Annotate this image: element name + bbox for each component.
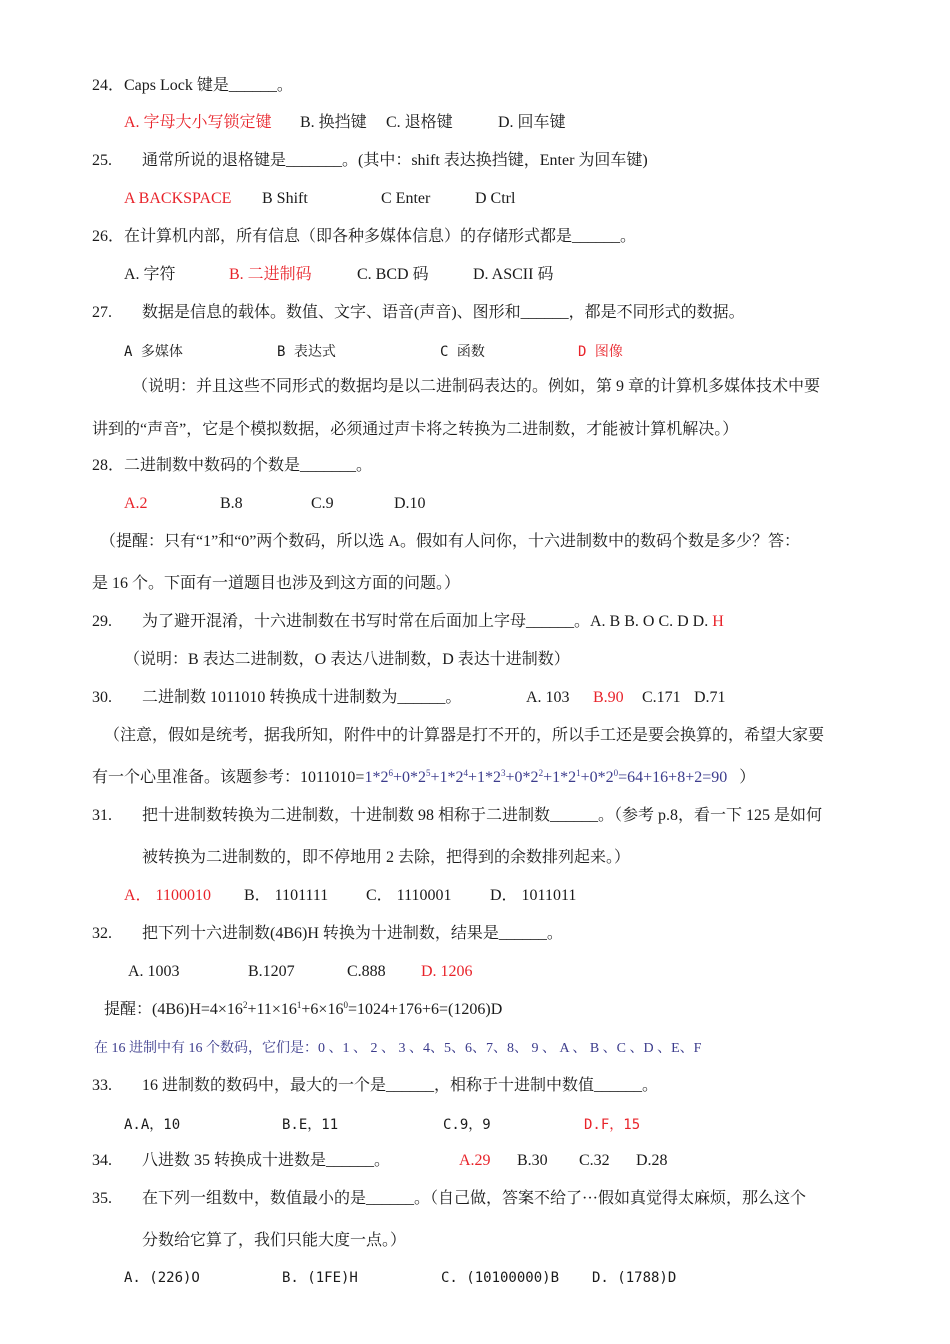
q34-option-b: B.30 [517, 1152, 548, 1169]
q27-number: 27. [92, 304, 112, 321]
q33-number: 33. [92, 1077, 112, 1094]
calc-exp: 3 [501, 768, 506, 778]
hint-exp: 0 [343, 1000, 348, 1010]
q26-stem: 26．在计算机内部，所有信息（即各种多媒体信息）的存储形式都是______。 [92, 228, 637, 245]
q30-number: 30. [92, 689, 112, 706]
q26-option-d: D. ASCII 码 [473, 266, 554, 283]
q35-option-a: A. (226)O [124, 1270, 200, 1286]
q33-option-c: C.9，9 [443, 1117, 491, 1133]
calc-term: 1*2 [364, 769, 389, 786]
q28-option-a: A.2 [124, 495, 148, 512]
calc-term: +0*2 [392, 769, 426, 786]
q35-stem-line2: 分数给它算了，我们只能大度一点。） [142, 1232, 407, 1249]
q24-option-b: B. 换挡键 [300, 114, 367, 131]
q29-number: 29. [92, 613, 112, 630]
q26-option-b: B. 二进制码 [229, 266, 312, 283]
hint-term: 提醒：(4B6)H=4×16 [104, 1001, 243, 1018]
q25-stem: 通常所说的退格键是_______。(其中：shift 表达换挡键，Enter 为回车键) [142, 152, 648, 169]
q28-note-line2: 是 16 个。下面有一道题目也涉及到这方面的问题。） [92, 575, 461, 592]
q24-option-c: C. 退格键 [386, 114, 453, 131]
calc-result: =64+16+8+2=90 [618, 769, 728, 786]
q30-calculation [364, 769, 727, 786]
hint-exp: 2 [242, 1000, 248, 1010]
q30-stem: 二进制数 1011010 转换成十进制数为______。 [142, 689, 462, 706]
q31-number: 31. [92, 807, 112, 824]
q34-option-a: A.29 [459, 1152, 491, 1169]
q30-option-d: D.71 [694, 689, 726, 706]
calc-exp: 5 [425, 768, 431, 778]
q27-note-line1: （说明：并且这些不同形式的数据均是以二进制码表达的。例如，第 9 章的计算机多媒体技术中要 [132, 378, 821, 395]
q30-note-end: ） [739, 769, 756, 786]
q32-stem: 把下列十六进制数(4B6)H 转换为十进制数，结果是______。 [142, 925, 563, 942]
calc-term: +1*2 [430, 769, 464, 786]
q30-option-a: A. 103 [526, 689, 570, 706]
q32-option-a: A. 1003 [128, 963, 180, 980]
q34-option-c: C.32 [579, 1152, 610, 1169]
calc-exp: 0 [613, 768, 619, 778]
calc-exp: 2 [538, 768, 544, 778]
q30-note-line1: （注意，假如是统考，据我所知，附件中的计算器是打不开的，所以手工还是要会换算的，希望大家要 [104, 727, 825, 744]
q27-option-d: D 图像 [578, 344, 623, 360]
q32-option-c: C.888 [347, 963, 386, 980]
q30-option-b: B.90 [593, 689, 624, 706]
hint-result: =1024+176+6=(1206)D [347, 1001, 503, 1018]
q32-number: 32. [92, 925, 112, 942]
q29-stem [142, 612, 724, 632]
q31-option-d: D． 1011011 [490, 887, 577, 904]
q35-number: 35. [92, 1190, 112, 1207]
hint-exp: 1 [296, 1000, 302, 1010]
q25-option-b: B Shift [262, 190, 308, 207]
q24-option-d: D. 回车键 [498, 114, 566, 131]
q35-option-b: B. (1FE)H [282, 1270, 358, 1286]
q34-number: 34. [92, 1152, 112, 1169]
calc-term: +0*2 [580, 769, 614, 786]
q34-stem: 八进数 35 转换成十进数是______。 [142, 1152, 391, 1169]
q32-option-d: D. 1206 [421, 963, 473, 980]
q33-option-b: B.E，11 [282, 1117, 339, 1133]
q24-stem: 24．Caps Lock 键是______。 [92, 77, 293, 94]
hex-digits-note: 在 16 进制中有 16 个数码，它们是：0 、1 、 2 、 3 、4、5、6、7、8、 9 、 A 、 B 、C 、D 、E、F [94, 1041, 702, 1056]
q27-note-line2: 讲到的“声音”，它是个模拟数据，必须通过声卡将之转换为二进制数，才能被计算机解决。） [92, 421, 739, 438]
hint-term: +11×16 [247, 1001, 297, 1018]
q29-stem-text: 为了避开混淆，十六进制数在书写时常在后面加上字母______。A. B B. O C. D D. [142, 613, 709, 630]
q28-option-b: B.8 [220, 495, 243, 512]
q32-option-b: B.1207 [248, 963, 295, 980]
q31-stem-line1: 把十进制数转换为二进制数，十进制数 98 相称于二进制数______。（参考 p.8，看一下 125 是如何 [142, 807, 823, 824]
q31-option-b: B． 1101111 [244, 887, 329, 904]
q29-answer: H [712, 613, 724, 630]
q25-option-d: D Ctrl [475, 190, 516, 207]
q29-note: （说明：B 表达二进制数，O 表达八进制数，D 表达十进制数） [124, 651, 570, 668]
q35-option-d: D. (1788)D [592, 1270, 677, 1286]
q35-option-c: C. (10100000)B [441, 1270, 560, 1286]
calc-term: +1*2 [543, 769, 577, 786]
q26-option-c: C. BCD 码 [357, 266, 429, 283]
q30-note-line2 [92, 768, 755, 788]
hint-term: +6×16 [301, 1001, 344, 1018]
q31-option-a: A． 1100010 [124, 887, 211, 904]
q31-stem-line2: 被转换为二进制数的，即不停地用 2 去除，把得到的余数排列起来。） [142, 849, 631, 866]
q27-option-b: B 表达式 [277, 344, 336, 360]
calc-exp: 6 [388, 768, 393, 778]
q27-stem: 数据是信息的载体。数值、文字、语音(声音)、图形和______，都是不同形式的数据。 [142, 304, 745, 321]
q28-stem: 28．二进制数中数码的个数是_______。 [92, 457, 373, 474]
q25-option-a: A BACKSPACE [124, 190, 232, 207]
q26-option-a: A. 字符 [124, 266, 176, 283]
q27-option-a: A 多媒体 [124, 344, 183, 360]
q28-option-d: D.10 [394, 495, 426, 512]
q28-option-c: C.9 [311, 495, 334, 512]
q33-stem: 16 进制数的数码中，最大的一个是______，相称于十进制中数值______。 [142, 1077, 659, 1094]
q31-option-c: C． 1110001 [366, 887, 452, 904]
q27-option-c: C 函数 [440, 344, 485, 360]
q28-note-line1: （提醒：只有“1”和“0”两个数码，所以选 A。假如有人问你，十六进制数中的数码个数是多少？答： [100, 533, 800, 550]
calc-term: +1*2 [468, 769, 502, 786]
q35-stem-line1: 在下列一组数中，数值最小的是______。（自己做，答案不给了···假如真觉得太麻烦，那么这个 [142, 1190, 806, 1207]
calc-exp: 1 [576, 768, 581, 778]
calc-term: +0*2 [505, 769, 539, 786]
q32-hint [104, 1000, 502, 1020]
q33-option-d: D.F，15 [584, 1117, 641, 1133]
calc-exp: 4 [463, 768, 468, 778]
q33-option-a: A.A，10 [124, 1117, 181, 1133]
q25-number: 25. [92, 152, 112, 169]
q24-option-a: A. 字母大小写锁定键 [124, 114, 272, 131]
q30-option-c: C.171 [642, 689, 681, 706]
q34-option-d: D.28 [636, 1152, 668, 1169]
q25-option-c: C Enter [381, 190, 431, 207]
q30-note-prefix: 有一个心里准备。该题参考：1011010= [92, 769, 365, 786]
